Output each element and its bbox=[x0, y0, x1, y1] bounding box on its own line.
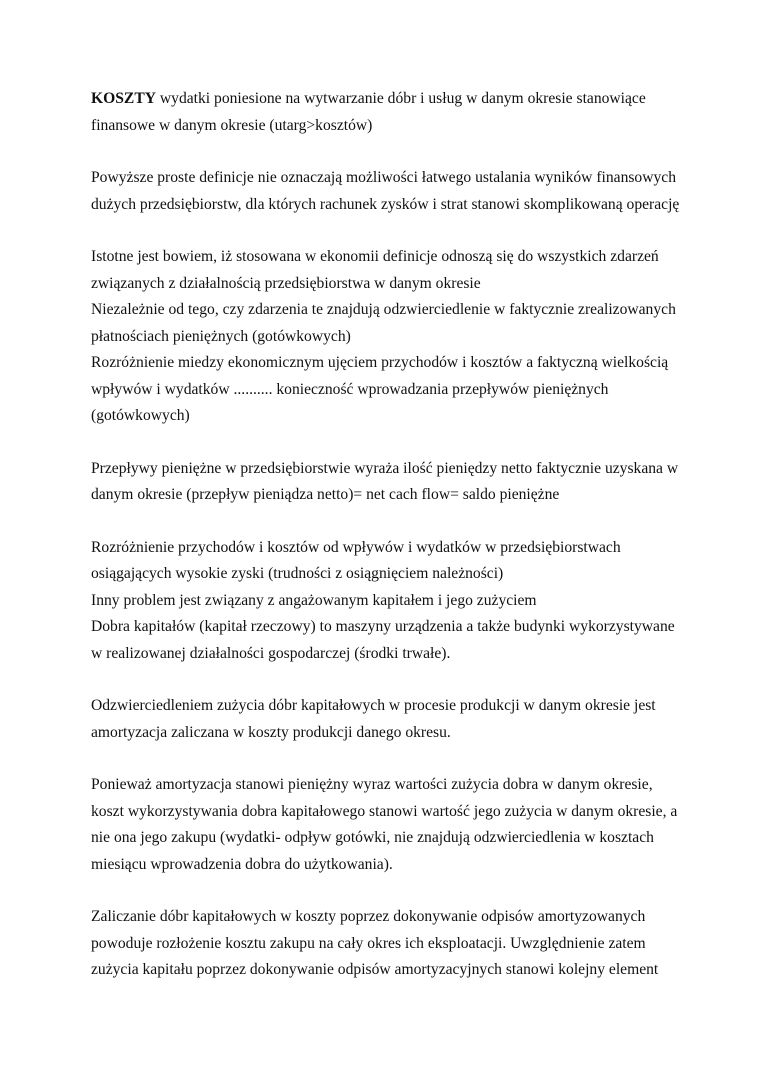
text-line: powoduje rozłożenie kosztu zakupu na cały okres ich eksploatacji. Uwzględnienie zatem bbox=[91, 934, 646, 952]
text-span: wydatki poniesione na wytwarzanie dóbr i usług w danym okresie stanowiące bbox=[159, 90, 646, 107]
text-line: w realizowanej działalności gospodarczej (środki trwałe). bbox=[91, 644, 451, 662]
text-line: Dobra kapitałów (kapitał rzeczowy) to maszyny urządzenia a także budynki wykorzystywane bbox=[91, 618, 675, 635]
text-line: Niezależnie od tego, czy zdarzenia te znajdują odzwierciedlenie w faktycznie zrealizowanych bbox=[91, 301, 676, 318]
text-line: danym okresie (przepływ pieniądza netto)= net cach flow= saldo pieniężne bbox=[91, 486, 560, 503]
text-line: miesiącu wprowadzenia dobra do użytkowania). bbox=[91, 855, 393, 873]
text-line: amortyzacja zaliczana w koszty produkcji danego okresu. bbox=[91, 723, 451, 741]
text-line: Zaliczanie dóbr kapitałowych w koszty poprzez dokonywanie odpisów amortyzowanych bbox=[91, 908, 646, 925]
text-line: Rozróżnienie miedzy ekonomicznym ujęciem przychodów i kosztów a faktyczną wielkością bbox=[91, 354, 669, 371]
term-heading: KOSZTY bbox=[91, 90, 156, 107]
text-line: Istotne jest bowiem, iż stosowana w ekonomii definicje odnoszą się do wszystkich zdarzeń bbox=[91, 248, 659, 265]
text-line: osiągających wysokie zyski (trudności z osiągnięciem należności) bbox=[91, 565, 504, 582]
text-line: Inny problem jest związany z angażowanym kapitałem i jego zużyciem bbox=[91, 591, 537, 609]
text-line: dużych przedsiębiorstw, dla których rachunek zysków i strat stanowi skomplikowaną operację bbox=[91, 195, 680, 213]
text-line: Przepływy pieniężne w przedsiębiorstwie wyraża ilość pieniędzy netto faktycznie uzyskana w bbox=[91, 459, 679, 477]
text-line: Rozróżnienie przychodów i kosztów od wpływów i wydatków w przedsiębiorstwach bbox=[91, 538, 621, 556]
text-line bbox=[91, 86, 691, 113]
text-line: nie ona jego zakupu (wydatki- odpływ gotówki, nie znajdują odzwierciedlenia w kosztach bbox=[91, 829, 654, 846]
text-line: finansowe w danym okresie (utarg>kosztów) bbox=[91, 116, 373, 134]
text-line: Odzwierciedleniem zużycia dóbr kapitałowych w procesie produkcji w danym okresie jest bbox=[91, 697, 656, 714]
text-line: związanych z działalnością przedsiębiorstwa w danym okresie bbox=[91, 274, 481, 292]
text-line: płatnościach pieniężnych (gotówkowych) bbox=[91, 327, 351, 345]
text-line: koszt wykorzystywania dobra kapitałowego stanowi wartość jego zużycia w danym okresie, a bbox=[91, 802, 678, 820]
text-line: wpływów i wydatków .......... konieczność wprowadzania przepływów pieniężnych bbox=[91, 380, 609, 398]
document-body bbox=[91, 86, 691, 984]
text-line: zużycia kapitału poprzez dokonywanie odpisów amortyzacyjnych stanowi kolejny element bbox=[91, 961, 659, 978]
text-line: (gotówkowych) bbox=[91, 407, 190, 424]
text-line: Powyższe proste definicje nie oznaczają możliwości łatwego ustalania wyników finansowych bbox=[91, 169, 677, 186]
text-line: Ponieważ amortyzacja stanowi pieniężny wyraz wartości zużycia dobra w danym okresie, bbox=[91, 776, 653, 793]
